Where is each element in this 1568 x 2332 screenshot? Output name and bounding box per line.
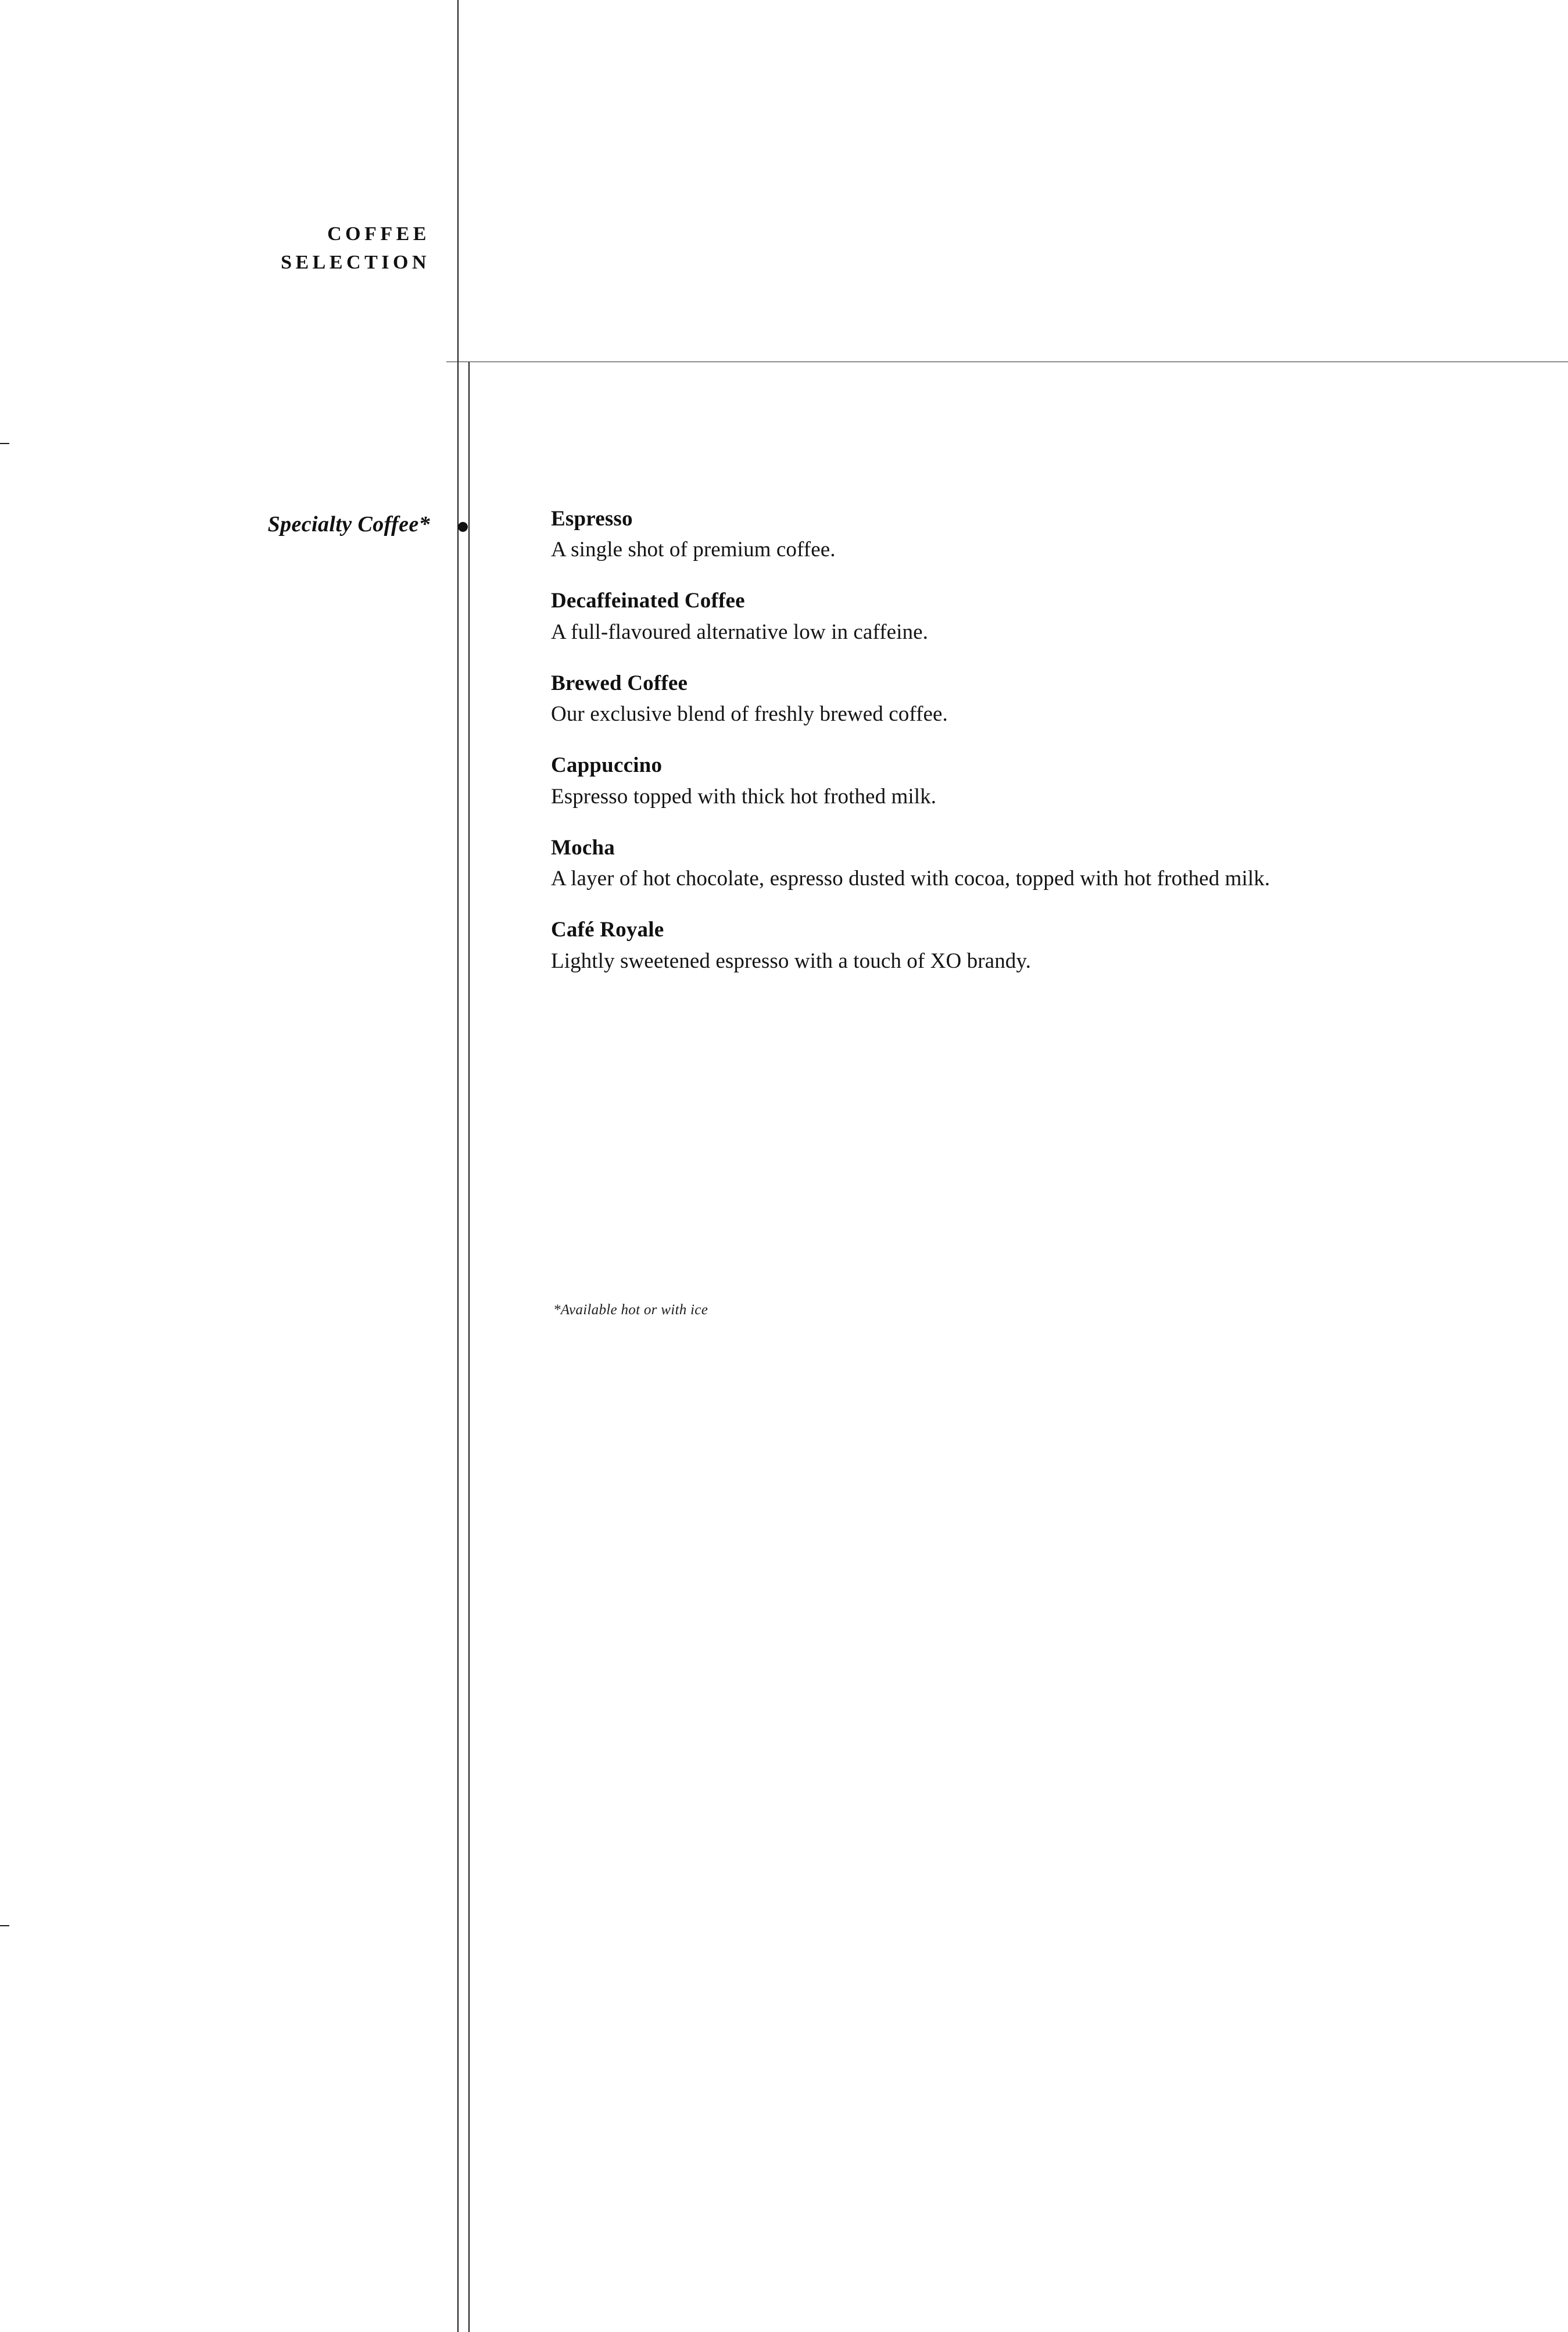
item-description: A single shot of premium coffee. [551,538,836,562]
item-description: Lightly sweetened espresso with a touch of XO brandy. [551,949,1031,973]
list-item [551,506,1458,563]
page-title-line-2: SELECTION [281,252,430,274]
list-item [551,588,1458,645]
item-name: Brewed Coffee [551,671,688,695]
item-description: A layer of hot chocolate, espresso dusted with cocoa, topped with hot frothed milk. [551,867,1270,891]
list-item [551,835,1458,892]
menu-item-list [551,506,1458,999]
item-name: Café Royale [551,918,664,942]
page-title-line-1: COFFEE [327,223,430,245]
page-title [70,220,430,277]
list-item [551,917,1458,974]
crop-tick-upper-left [0,443,9,444]
category-label: Specialty Coffee* [267,512,430,536]
item-name: Decaffeinated Coffee [551,589,745,613]
list-item [551,752,1458,810]
item-name: Cappuccino [551,753,663,778]
bullet-marker-icon [458,522,468,532]
list-item [551,670,1458,728]
footnote: *Available hot or with ice [553,1302,708,1318]
vertical-rule-outer [457,0,459,2332]
crop-tick-lower-left [0,1925,9,1926]
item-name: Espresso [551,507,633,531]
item-description: A full-flavoured alternative low in caffeine. [551,620,929,644]
item-name: Mocha [551,835,615,860]
item-description: Our exclusive blend of freshly brewed coffee. [551,702,948,727]
item-description: Espresso topped with thick hot frothed milk. [551,784,937,809]
vertical-rule-inner [468,362,470,2332]
